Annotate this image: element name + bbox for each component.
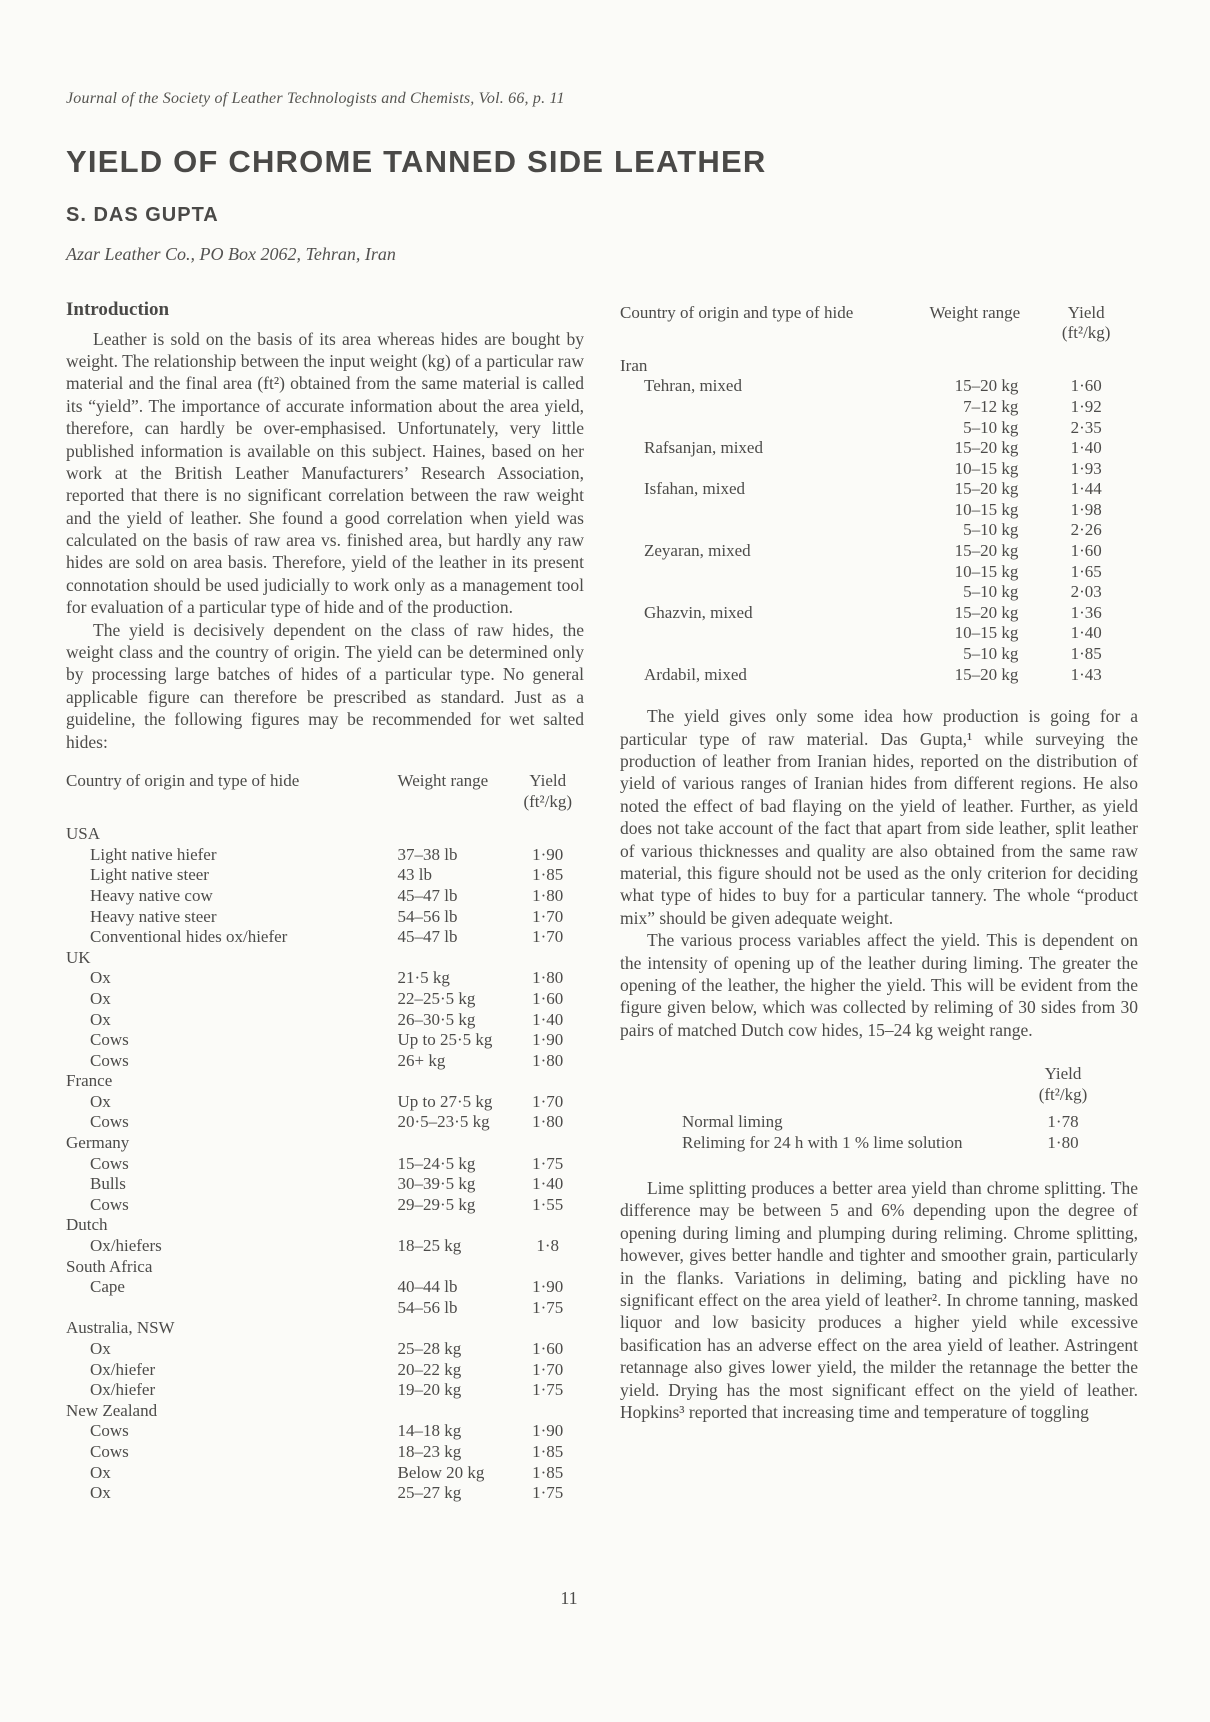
hide-type-cell: Ox xyxy=(90,1462,111,1482)
yield-value-cell: 1·75 xyxy=(532,1297,564,1317)
yield-value-cell: 1·40 xyxy=(1070,623,1102,643)
discussion-paragraph-3: Lime splitting produces a better area yield than chrome splitting. The difference may be between 5 and 6% depending upon the degree of opening during liming and plumping during reliming. Chrome splitting, however, gives better handle and tighter and smoother grain, particularly in the flanks. Variations in deliming, bating and pickling have no significant effect on the area yield of leather². In chrome tanning, masked liquor and low basicity produces a higher yield while excessive basification has an adverse effect on the area yield of leather. Astringent retannage also gives lower yield, the milder the retannage the better the yield. Drying has the most significant effect on the yield of leather. Hopkins³ reported that increasing time and temperature of toggling xyxy=(620,1178,1138,1422)
weight-range-cell: 20·5–23·5 kg xyxy=(397,1112,490,1132)
liming-row xyxy=(620,1132,1138,1153)
hide-type-cell xyxy=(620,644,915,665)
yield-value-cell: 1·85 xyxy=(1070,644,1102,664)
weight-range-cell: 37–38 lb xyxy=(397,844,458,864)
weight-range-cell: Up to 25·5 kg xyxy=(397,1030,493,1050)
hide-type-cell: Cows xyxy=(90,1194,129,1214)
weight-range-cell: 19–20 kg xyxy=(397,1380,462,1400)
hide-type-cell xyxy=(620,397,915,418)
yield-value-cell: 1·93 xyxy=(1070,458,1102,478)
weight-range-cell: 10–15 kg xyxy=(954,561,1019,581)
country-group-row xyxy=(66,1215,584,1236)
table-row xyxy=(620,520,1138,541)
yield-header-text: Yield (ft²/kg) xyxy=(1061,302,1111,343)
two-column-layout xyxy=(66,299,1138,1504)
yield-value-cell: 1·98 xyxy=(1070,499,1102,519)
hide-type-cell: Heavy native cow xyxy=(90,885,213,905)
hide-type-cell: Cows xyxy=(90,1441,129,1461)
weight-range-cell: 29–29·5 kg xyxy=(397,1194,476,1214)
country-header-cell: Country of origin and type of hide xyxy=(66,770,300,790)
table-row xyxy=(620,376,1138,397)
weight-range-cell: 5–10 kg xyxy=(963,417,1019,437)
yield-value-cell: 1·75 xyxy=(532,1483,564,1503)
table-row xyxy=(620,582,1138,603)
table-row xyxy=(620,479,1138,500)
weight-range-cell: Up to 27·5 kg xyxy=(397,1091,493,1111)
weight-range-cell: 15–20 kg xyxy=(954,376,1019,396)
table-row xyxy=(66,1010,584,1031)
country-label: Germany xyxy=(66,1133,130,1153)
country-group-row xyxy=(66,1257,584,1278)
yield-value-cell: 1·85 xyxy=(532,865,564,885)
hide-type-cell: Ox xyxy=(90,1009,111,1029)
table-row xyxy=(66,927,584,948)
table-row xyxy=(620,562,1138,583)
hide-type-cell: Tehran, mixed xyxy=(644,376,742,396)
yield-value-cell: 1·60 xyxy=(532,988,564,1008)
yield-value-cell: 1·80 xyxy=(532,1112,564,1132)
weight-range-cell: 40–44 lb xyxy=(397,1277,458,1297)
table-body xyxy=(620,356,1138,686)
table-row xyxy=(66,1442,584,1463)
journal-header-line: Journal of the Society of Leather Technologists and Chemists, Vol. 66, p. 11 xyxy=(66,90,565,107)
yield-value-cell: 1·70 xyxy=(532,906,564,926)
table-row xyxy=(620,644,1138,665)
yield-value-cell: 2·26 xyxy=(1070,520,1102,540)
yield-value-cell: 1·60 xyxy=(1070,541,1102,561)
yield-value-cell: 1·75 xyxy=(532,1380,564,1400)
hide-type-cell xyxy=(620,459,915,480)
intro-paragraph-1: Leather is sold on the basis of its area whereas hides are bought by weight. The relationship between the input weight (kg) of a particular raw material and the final area (ft²) obtained from the same material is called its “yield”. The importance of accurate information about the area yield, therefore, can hardly be over-emphasised. Unfortunately, very little published information is available on this subject. Haines, based on her work at the British Leather Manufacturers’ Research Association, reported that there is no significant correlation between the raw weight and the yield of leather. She found a good correlation when yield was calculated on the basis of raw area vs. finished area, but hardly any raw hides are sold on area basis. Therefore, yield of the leather in its present connotation should be used judicially to work only as a management tool for evaluation of a particular type of hide and of the production. xyxy=(66,328,584,618)
yield-header-cell xyxy=(1034,303,1138,356)
hide-type-cell: Cows xyxy=(90,1030,129,1050)
weight-range-cell: 26–30·5 kg xyxy=(397,1009,476,1029)
yield-value-cell: 1·40 xyxy=(532,1174,564,1194)
liming-yield-cell: 1·78 xyxy=(1047,1112,1079,1132)
weight-range-cell: 10–15 kg xyxy=(954,499,1019,519)
page-number: 11 xyxy=(560,1588,578,1608)
country-label: South Africa xyxy=(66,1256,153,1276)
iran-yield-table xyxy=(620,303,1138,686)
hide-type-cell xyxy=(620,582,915,603)
hide-type-cell: Cows xyxy=(90,1112,129,1132)
table-header xyxy=(620,303,1138,356)
weight-range-cell: 5–10 kg xyxy=(963,582,1019,602)
weight-range-cell: 15–20 kg xyxy=(954,541,1019,561)
country-group-row xyxy=(66,1401,584,1422)
country-label: France xyxy=(66,1071,113,1091)
table-header-row xyxy=(66,771,584,824)
hide-type-cell xyxy=(620,500,915,521)
weight-range-cell: 18–25 kg xyxy=(397,1236,462,1256)
author-affiliation: Azar Leather Co., PO Box 2062, Tehran, Iran xyxy=(66,243,396,264)
hide-type-cell: Ox/hiefers xyxy=(90,1236,162,1256)
hide-type-cell: Ox/hiefer xyxy=(90,1359,156,1379)
hide-type-cell: Ox xyxy=(90,1483,111,1503)
country-group-row xyxy=(620,356,1138,377)
table-row xyxy=(66,1277,584,1298)
liming-header xyxy=(620,1063,1138,1111)
yield-value-cell: 1·55 xyxy=(532,1194,564,1214)
hide-type-cell: Ardabil, mixed xyxy=(644,664,747,684)
table-row xyxy=(66,1236,584,1257)
wet-salted-hides-table xyxy=(66,771,584,1504)
yield-value-cell: 1·90 xyxy=(532,1030,564,1050)
hide-type-cell: Isfahan, mixed xyxy=(644,479,746,499)
author-name: S. DAS GUPTA xyxy=(66,203,219,226)
country-label: Australia, NSW xyxy=(66,1318,175,1338)
weight-range-cell: 25–28 kg xyxy=(397,1339,462,1358)
table-row xyxy=(66,1195,584,1216)
yield-value-cell: 1·65 xyxy=(1070,561,1102,581)
yield-table xyxy=(620,303,1138,686)
weight-range-cell: 15–20 kg xyxy=(954,479,1019,499)
weight-header-cell: Weight range xyxy=(929,302,1021,322)
hide-type-cell: Cows xyxy=(90,1153,129,1173)
weight-range-cell: 26+ kg xyxy=(397,1050,446,1070)
country-label: New Zealand xyxy=(66,1400,158,1420)
weight-range-cell: 10–15 kg xyxy=(954,458,1019,478)
weight-range-cell: 10–15 kg xyxy=(954,623,1019,643)
yield-value-cell: 1·36 xyxy=(1070,602,1102,622)
table-row xyxy=(620,665,1138,686)
table-row xyxy=(620,459,1138,480)
table-row xyxy=(66,1030,584,1051)
weight-header-cell: Weight range xyxy=(397,770,489,790)
weight-range-cell: 7–12 kg xyxy=(963,396,1019,416)
table-row xyxy=(66,886,584,907)
liming-header-row xyxy=(620,1063,1138,1111)
yield-value-cell: 1·60 xyxy=(532,1339,564,1358)
intro-paragraph-2: The yield is decisively dependent on the class of raw hides, the weight class and the country of origin. The yield can be determined only by processing large batches of hides of a particular type. No general applicable figure can therefore be prescribed as standard. Just as a guideline, the following figures may be recommended for wet salted hides: xyxy=(66,619,584,752)
table-body xyxy=(66,824,584,1504)
table-row xyxy=(620,541,1138,562)
hide-type-cell: Ox xyxy=(90,1091,111,1111)
weight-range-cell: 43 lb xyxy=(397,865,432,885)
liming-row xyxy=(620,1111,1138,1132)
yield-value-cell: 1·85 xyxy=(532,1441,564,1461)
yield-header-text: Yield (ft²/kg) xyxy=(523,770,572,811)
yield-value-cell: 1·80 xyxy=(532,885,564,905)
yield-value-cell: 1·8 xyxy=(536,1236,560,1256)
liming-yield-header: Yield (ft²/kg) xyxy=(1038,1064,1088,1105)
table-row xyxy=(66,989,584,1010)
yield-value-cell: 1·70 xyxy=(532,1091,564,1111)
country-label: Dutch xyxy=(66,1215,108,1235)
table-row xyxy=(620,418,1138,439)
yield-value-cell: 1·70 xyxy=(532,1359,564,1379)
table-row xyxy=(620,397,1138,418)
hide-type-cell xyxy=(620,562,915,583)
table-row xyxy=(66,1380,584,1401)
country-header-cell: Country of origin and type of hide xyxy=(620,302,854,322)
table-row xyxy=(66,1154,584,1175)
yield-value-cell: 1·90 xyxy=(532,844,564,864)
left-column xyxy=(66,299,584,1504)
section-heading-introduction: Introduction xyxy=(66,298,170,320)
table-row xyxy=(66,1051,584,1072)
table-row xyxy=(620,623,1138,644)
liming-yield-table xyxy=(620,1063,1138,1153)
country-group-row xyxy=(66,1071,584,1092)
liming-body xyxy=(620,1111,1138,1153)
hide-type-cell: Cape xyxy=(90,1277,125,1297)
discussion-paragraph-1: The yield gives only some idea how production is going for a particular type of raw material. Das Gupta,¹ while surveying the production of leather from Iranian hides, reported on the distribution of yield of various ranges of Iranian hides from different regions. He also noted the effect of bad flaying on the yield of leather. Further, as yield does not take account of the fact that apart from side leather, split leather of various thicknesses and quality are also obtained from the same raw material, this figure should not be used as the only criterion for deciding what type of hides to buy for a particular tannery. The whole “product mix” should be given adequate weight. xyxy=(620,706,1138,928)
yield-value-cell: 1·40 xyxy=(1070,438,1102,458)
country-label: UK xyxy=(66,947,91,967)
hide-type-cell xyxy=(620,418,915,439)
weight-range-cell: 25–27 kg xyxy=(397,1483,462,1503)
table-row xyxy=(620,438,1138,459)
yield-value-cell: 1·43 xyxy=(1070,664,1102,684)
hide-type-cell xyxy=(620,520,915,541)
yield-value-cell: 1·90 xyxy=(532,1277,564,1297)
yield-value-cell: 1·80 xyxy=(532,968,564,988)
paper-title: YIELD OF CHROME TANNED SIDE LEATHER xyxy=(66,144,767,179)
hide-type-cell xyxy=(66,1298,398,1319)
yield-table xyxy=(66,771,584,1504)
weight-range-cell: 30–39·5 kg xyxy=(397,1174,476,1194)
table-row xyxy=(620,603,1138,624)
country-group-row xyxy=(66,1318,584,1339)
hide-type-cell xyxy=(620,623,915,644)
table-header xyxy=(66,771,584,824)
table-row xyxy=(66,1298,584,1319)
liming-label-cell: Normal liming xyxy=(682,1112,783,1132)
table-row xyxy=(66,968,584,989)
yield-value-cell: 1·60 xyxy=(1070,376,1102,396)
hide-type-cell: Ox xyxy=(90,1339,111,1358)
hide-type-cell: Light native hiefer xyxy=(90,844,217,864)
weight-range-cell: 54–56 lb xyxy=(397,1297,458,1317)
yield-value-cell: 1·90 xyxy=(532,1421,564,1441)
table-header-row xyxy=(620,303,1138,356)
weight-range-cell: 45–47 lb xyxy=(397,927,458,947)
weight-range-cell: 15–20 kg xyxy=(954,438,1019,458)
weight-range-cell: 22–25·5 kg xyxy=(397,988,476,1008)
discussion-paragraph-2: The various process variables affect the yield. This is dependent on the intensity of opening up of the leather during liming. The greater the opening of the leather, the higher the yield. This will be evident from the figure given below, which was collected by reliming of 30 sides from 30 pairs of matched Dutch cow hides, 15–24 kg weight range. xyxy=(620,930,1138,1040)
liming-table xyxy=(620,1063,1138,1153)
weight-range-cell: 5–10 kg xyxy=(963,644,1019,664)
table-row xyxy=(66,845,584,866)
hide-type-cell: Heavy native steer xyxy=(90,906,217,926)
yield-value-cell: 1·92 xyxy=(1070,396,1102,416)
hide-type-cell: Cows xyxy=(90,1050,129,1070)
hide-type-cell: Ghazvin, mixed xyxy=(644,602,753,622)
weight-range-cell: Below 20 kg xyxy=(397,1462,485,1482)
weight-range-cell: 5–10 kg xyxy=(963,520,1019,540)
yield-value-cell: 1·70 xyxy=(532,927,564,947)
yield-value-cell: 2·03 xyxy=(1070,582,1102,602)
weight-range-cell: 15–24·5 kg xyxy=(397,1153,476,1173)
table-row xyxy=(66,1092,584,1113)
country-group-row xyxy=(66,948,584,969)
liming-label-cell: Reliming for 24 h with 1 % lime solution xyxy=(682,1133,963,1153)
table-row xyxy=(66,1360,584,1381)
hide-type-cell: Bulls xyxy=(90,1174,126,1194)
table-row xyxy=(66,1339,584,1360)
weight-range-cell: 21·5 kg xyxy=(397,968,450,988)
table-row xyxy=(66,1174,584,1195)
country-label: Iran xyxy=(620,355,648,375)
liming-yield-cell: 1·80 xyxy=(1047,1133,1079,1153)
hide-type-cell: Ox/hiefer xyxy=(90,1380,156,1400)
weight-range-cell: 20–22 kg xyxy=(397,1359,462,1379)
yield-value-cell: 1·75 xyxy=(532,1153,564,1173)
yield-value-cell: 1·44 xyxy=(1070,479,1102,499)
table-row xyxy=(620,500,1138,521)
right-column xyxy=(620,299,1138,1504)
hide-type-cell: Conventional hides ox/hiefer xyxy=(90,927,288,947)
yield-value-cell: 1·85 xyxy=(532,1462,564,1482)
table-row xyxy=(66,907,584,928)
weight-range-cell: 54–56 lb xyxy=(397,906,458,926)
hide-type-cell: Ox xyxy=(90,968,111,988)
hide-type-cell: Rafsanjan, mixed xyxy=(644,438,763,458)
country-group-row xyxy=(66,824,584,845)
yield-value-cell: 1·40 xyxy=(532,1009,564,1029)
yield-header-cell xyxy=(511,771,584,824)
table-row xyxy=(66,1483,584,1504)
country-group-row xyxy=(66,1133,584,1154)
weight-range-cell: 15–20 kg xyxy=(954,664,1019,684)
hide-type-cell: Zeyaran, mixed xyxy=(644,541,751,561)
hide-type-cell: Light native steer xyxy=(90,865,209,885)
table-row xyxy=(66,865,584,886)
weight-range-cell: 45–47 lb xyxy=(397,885,458,905)
weight-range-cell: 18–23 kg xyxy=(397,1441,462,1461)
country-label: USA xyxy=(66,824,101,844)
weight-range-cell: 15–20 kg xyxy=(954,602,1019,622)
yield-value-cell: 1·80 xyxy=(532,1050,564,1070)
table-row xyxy=(66,1463,584,1484)
liming-header-spacer xyxy=(620,1063,988,1111)
hide-type-cell: Cows xyxy=(90,1421,129,1441)
weight-range-cell: 14–18 kg xyxy=(397,1421,462,1441)
table-row xyxy=(66,1112,584,1133)
hide-type-cell: Ox xyxy=(90,988,111,1008)
table-row xyxy=(66,1421,584,1442)
yield-value-cell: 2·35 xyxy=(1070,417,1102,437)
